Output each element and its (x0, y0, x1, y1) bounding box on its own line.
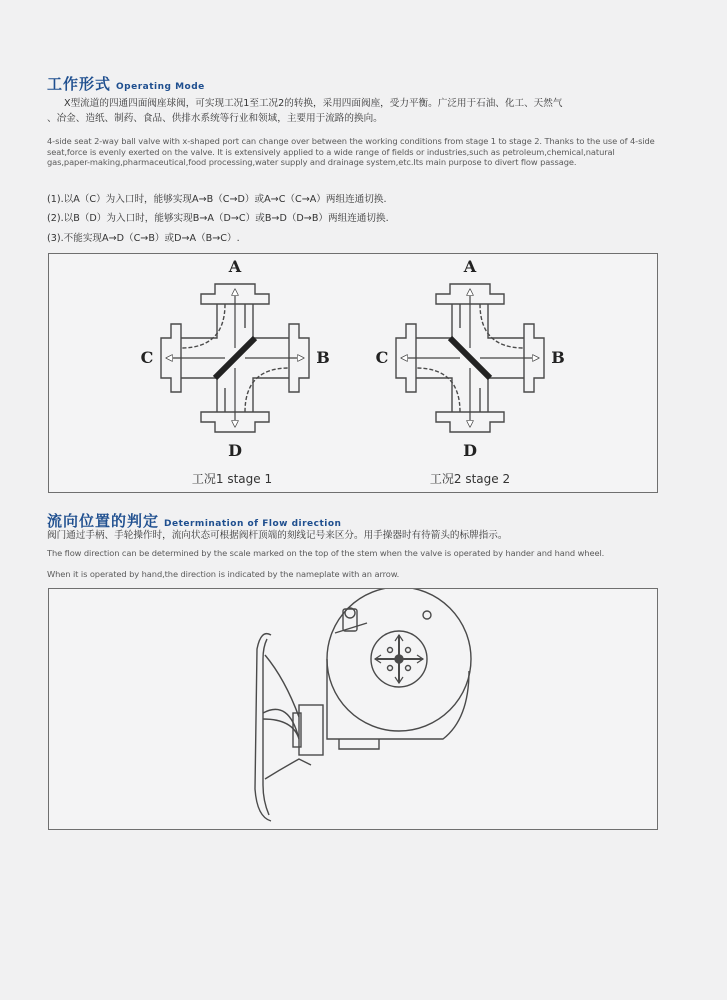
intro-en-paragraph: 4-side seat 2-way ball valve with x-shaped port can change over between the working conditions from stage 1 to stage 2. Thanks to the use of 4-side seat,force is evenly exerted on the valve. It is extensively applied to a wide range of fields or industries,such as petroleum,chemical,natural gas,paper-making,pharmaceutical,food processing,water supply and drainage system,etc.Its main purpose to divert flow passage. (47, 136, 655, 167)
section-title-operating-mode (47, 73, 205, 94)
handwheel-diagram-panel (48, 588, 658, 830)
stage1-caption: 工况1 stage 1 (191, 472, 273, 486)
stage1-label-b: B (316, 348, 330, 367)
intro-cn-line1: X型流道的四通四面阀座球阀，可实现工况1至工况2的转换，采用四面阀座，受力平衡。广泛用于石油、化工、天然气 (64, 98, 563, 109)
stage2-caption: 工况2 stage 2 (429, 472, 511, 486)
title-en: Determination of Flow direction (164, 519, 342, 529)
intro-cn-line2: 、冶金、造纸、制药、食品、供排水系统等行业和领域，主要用于流路的换向。 (47, 113, 383, 124)
stage1-label-a: A (228, 257, 242, 276)
handwheel-diagram-svg (49, 589, 657, 829)
stage2-label-a: A (463, 257, 477, 276)
stage2-label-d: D (463, 441, 477, 460)
flow-diagram-panel (48, 253, 658, 493)
title-cn: 流向位置的判定 (47, 512, 160, 530)
hub (299, 705, 323, 755)
stage1-valve (161, 284, 309, 432)
mode-item-3: (3).不能实现A→D（C→B）或D→A（B→C）. (47, 233, 240, 244)
mode-item-1: (1).以A（C）为入口时，能够实现A→B（C→D）或A→C（C→A）两组连通切换. (47, 194, 387, 205)
flow-direction-cn: 阀门通过手柄、手轮操作时，流向状态可根据阀杆顶端的刻线记号来区分。用手操器时有待箭头的标牌指示。 (47, 530, 508, 541)
stage1-label-c: C (140, 348, 154, 367)
flow-direction-en-1: The flow direction can be determined by the scale marked on the top of the stem when the valve is operated by hander and hand wheel. (47, 548, 605, 558)
title-en: Operating Mode (116, 82, 205, 92)
flow-diagram-svg (49, 254, 657, 492)
stage2-valve (396, 284, 544, 432)
mode-item-2: (2).以B（D）为入口时，能够实现B→A（D→C）或B→D（D→B）两组连通切换. (47, 213, 389, 224)
stage2-label-b: B (551, 348, 565, 367)
stage2-label-c: C (375, 348, 389, 367)
flow-direction-en-2: When it is operated by hand,the direction is indicated by the nameplate with an arrow. (47, 569, 400, 579)
stage1-label-d: D (228, 441, 242, 460)
title-cn: 工作形式 (47, 75, 112, 93)
